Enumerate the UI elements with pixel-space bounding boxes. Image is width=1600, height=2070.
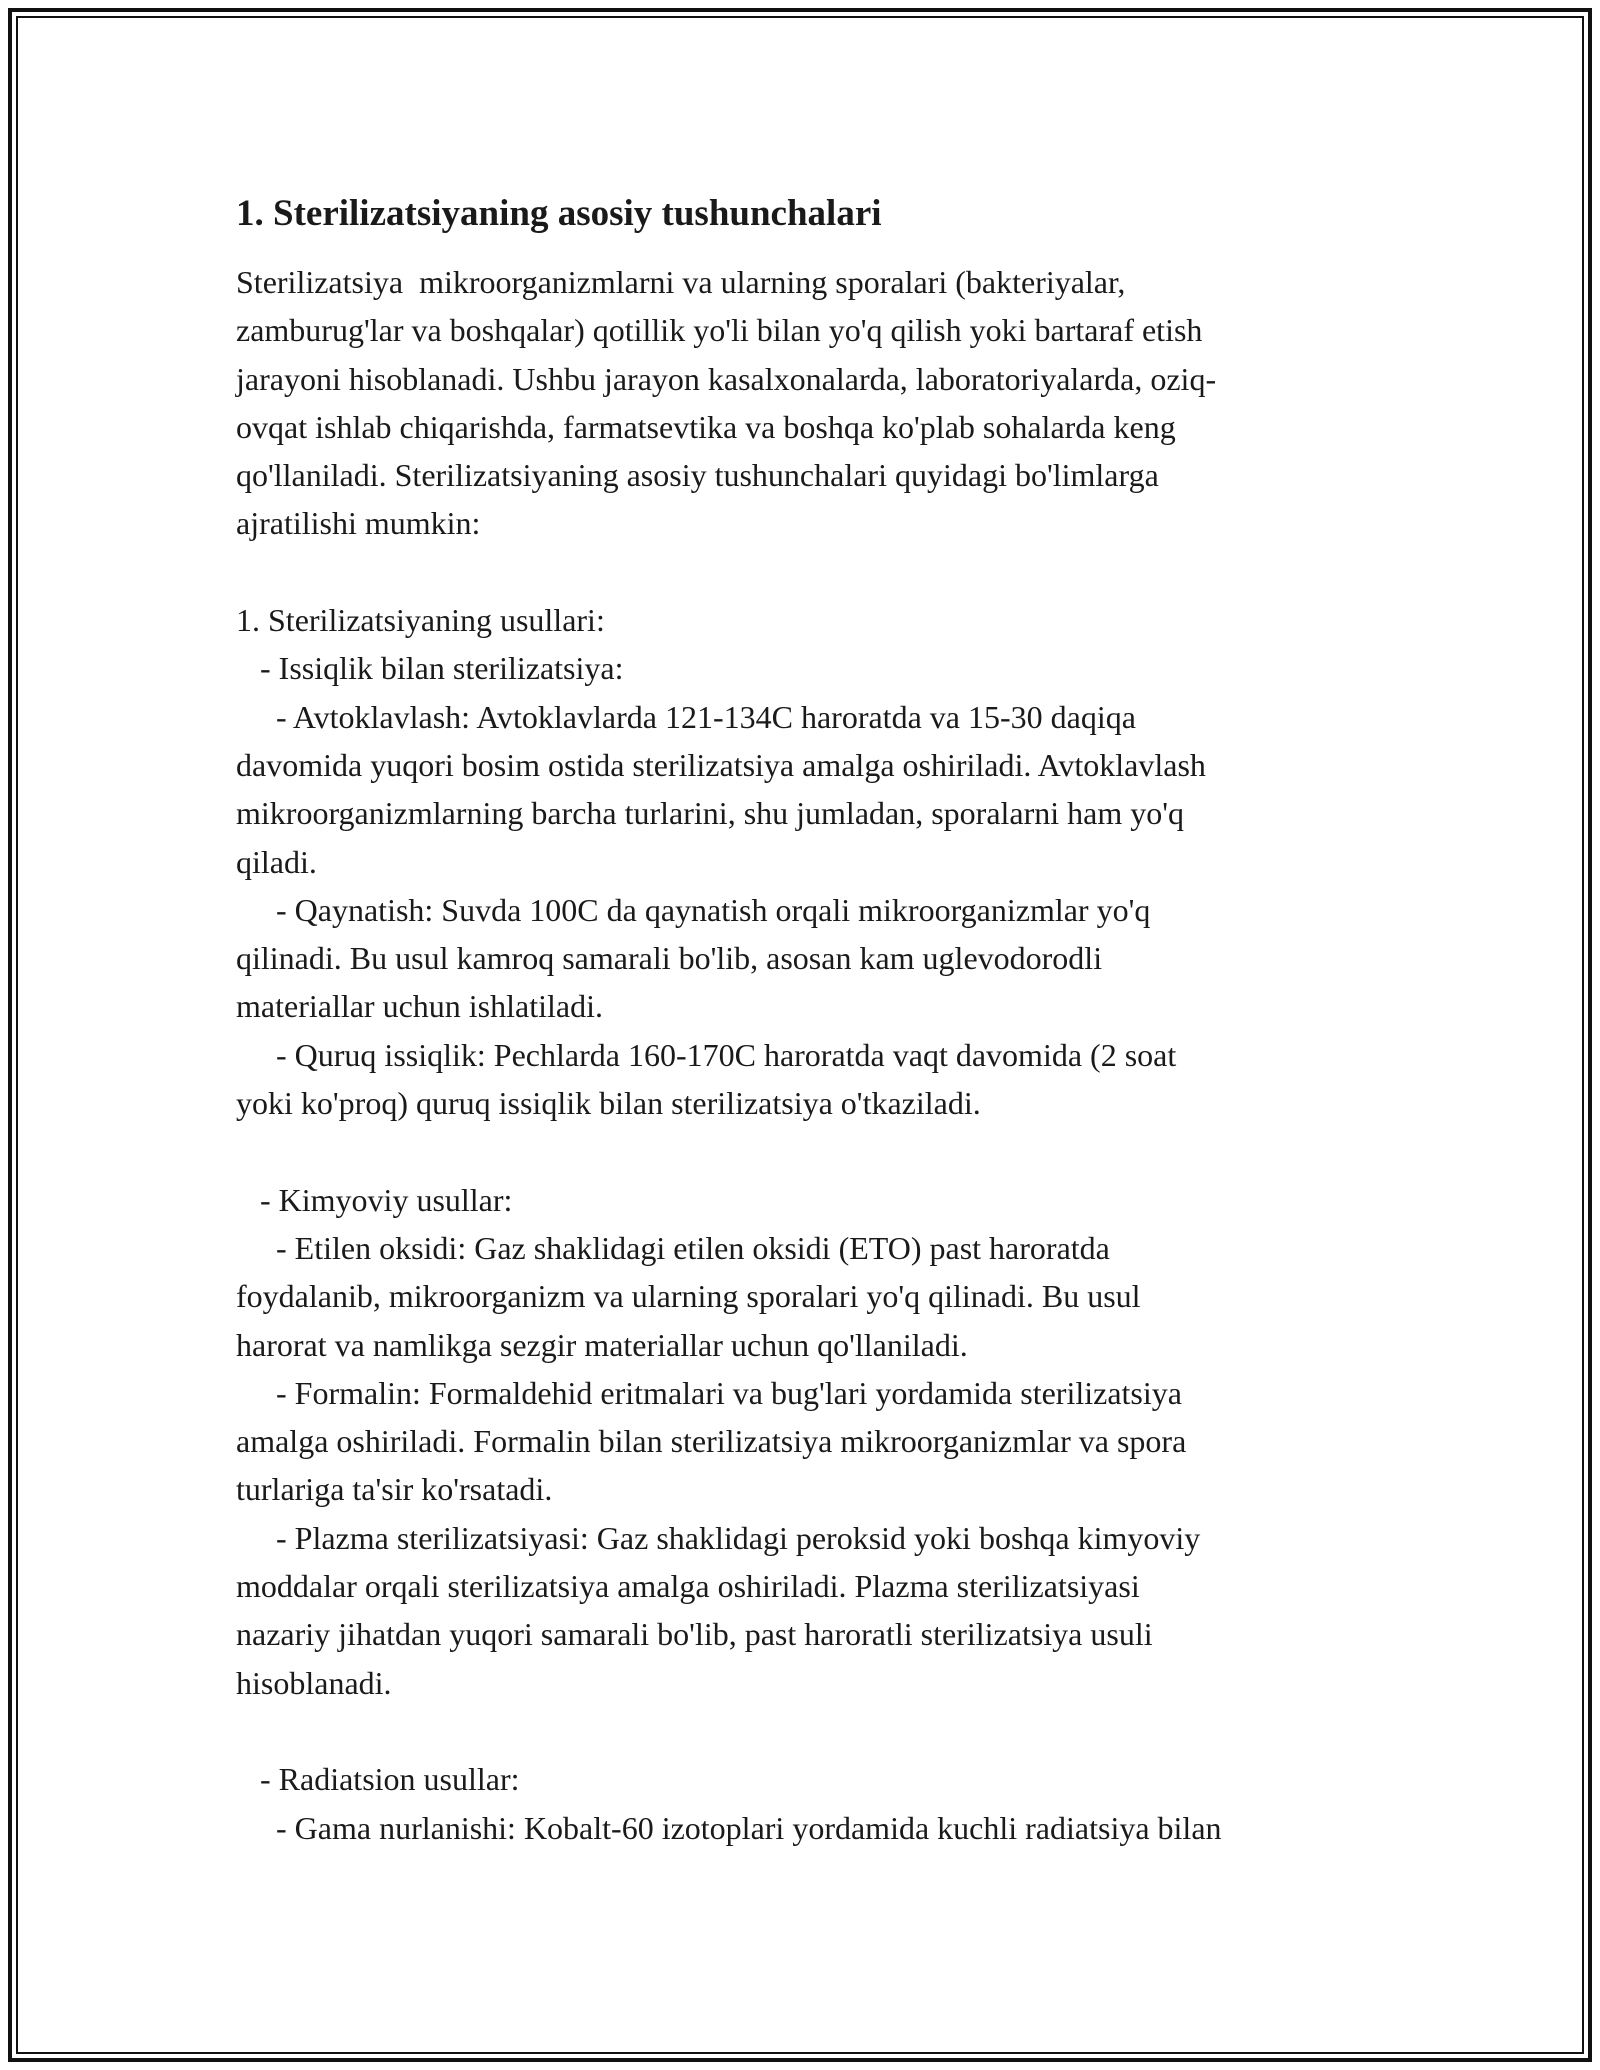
- text-line: mikroorganizmlarning barcha turlarini, shu jumladan, sporalarni ham yo'q: [236, 795, 1185, 832]
- text-line: harorat va namlikga sezgir materiallar uchun qo'llaniladi.: [236, 1326, 968, 1363]
- text-line: - Radiatsion usullar:: [236, 1761, 520, 1798]
- text-line: - Qaynatish: Suvda 100C da qaynatish orqali mikroorganizmlar yo'q: [236, 891, 1151, 928]
- text-line: jarayoni hisoblanadi. Ushbu jarayon kasalxonalarda, laboratoriyalarda, oziq-: [236, 360, 1217, 397]
- text-line: turlariga ta'sir ko'rsatadi.: [236, 1471, 553, 1508]
- text-line: - Quruq issiqlik: Pechlarda 160-170C haroratda vaqt davomida (2 soat: [236, 1036, 1177, 1073]
- blank-line: [236, 1127, 1376, 1175]
- text-line: - Plazma sterilizatsiyasi: Gaz shaklidagi peroksid yoki boshqa kimyoviy: [236, 1519, 1201, 1556]
- text-line: 1. Sterilizatsiyaning usullari:: [236, 602, 605, 639]
- section-heading: 1. Sterilizatsiyaning asosiy tushunchalari: [236, 193, 882, 234]
- document-body: [236, 188, 1376, 1852]
- text-line: nazariy jihatdan yuqori samarali bo'lib, past haroratli sterilizatsiya usuli: [236, 1616, 1153, 1653]
- text-line: - Kimyoviy usullar:: [236, 1181, 513, 1218]
- text-line: - Avtoklavlash: Avtoklavlarda 121-134C haroratda va 15-30 daqiqa: [236, 698, 1136, 735]
- text-line: yoki ko'proq) quruq issiqlik bilan sterilizatsiya o'tkaziladi.: [236, 1085, 981, 1122]
- text-line: - Issiqlik bilan sterilizatsiya:: [236, 650, 624, 687]
- blank-line: [236, 1707, 1376, 1755]
- text-line: zamburug'lar va boshqalar) qotillik yo'li bilan yo'q qilish yoki bartaraf etish: [236, 312, 1203, 349]
- text-line: Sterilizatsiya mikroorganizmlarni va ularning sporalari (bakteriyalar,: [236, 264, 1126, 300]
- text-line: qilinadi. Bu usul kamroq samarali bo'lib, asosan kam uglevodorodli: [236, 940, 1103, 977]
- text-line: davomida yuqori bosim ostida sterilizatsiya amalga oshiriladi. Avtoklavlash: [236, 746, 1206, 783]
- text-line: foydalanib, mikroorganizm va ularning sporalari yo'q qilinadi. Bu usul: [236, 1278, 1141, 1315]
- text-line: - Gama nurlanishi: Kobalt-60 izotoplari yordamida kuchli radiatsiya bilan: [236, 1809, 1222, 1846]
- body-text: [236, 258, 1376, 1852]
- text-line: moddalar orqali sterilizatsiya amalga oshiriladi. Plazma sterilizatsiyasi: [236, 1568, 1140, 1605]
- text-line: ajratilishi mumkin:: [236, 505, 481, 542]
- text-line: qiladi.: [236, 843, 317, 880]
- text-line: ovqat ishlab chiqarishda, farmatsevtika va boshqa ko'plab sohalarda keng: [236, 408, 1176, 445]
- text-line: qo'llaniladi. Sterilizatsiyaning asosiy tushunchalari quyidagi bo'limlarga: [236, 457, 1159, 494]
- text-line: - Formalin: Formaldehid eritmalari va bug'lari yordamida sterilizatsiya: [236, 1374, 1182, 1411]
- text-line: amalga oshiriladi. Formalin bilan sterilizatsiya mikroorganizmlar va spora: [236, 1423, 1187, 1460]
- text-line: - Etilen oksidi: Gaz shaklidagi etilen oksidi (ETO) past haroratda: [236, 1229, 1110, 1266]
- blank-line: [236, 548, 1376, 596]
- text-line: materiallar uchun ishlatiladi.: [236, 988, 603, 1025]
- text-line: hisoblanadi.: [236, 1664, 392, 1701]
